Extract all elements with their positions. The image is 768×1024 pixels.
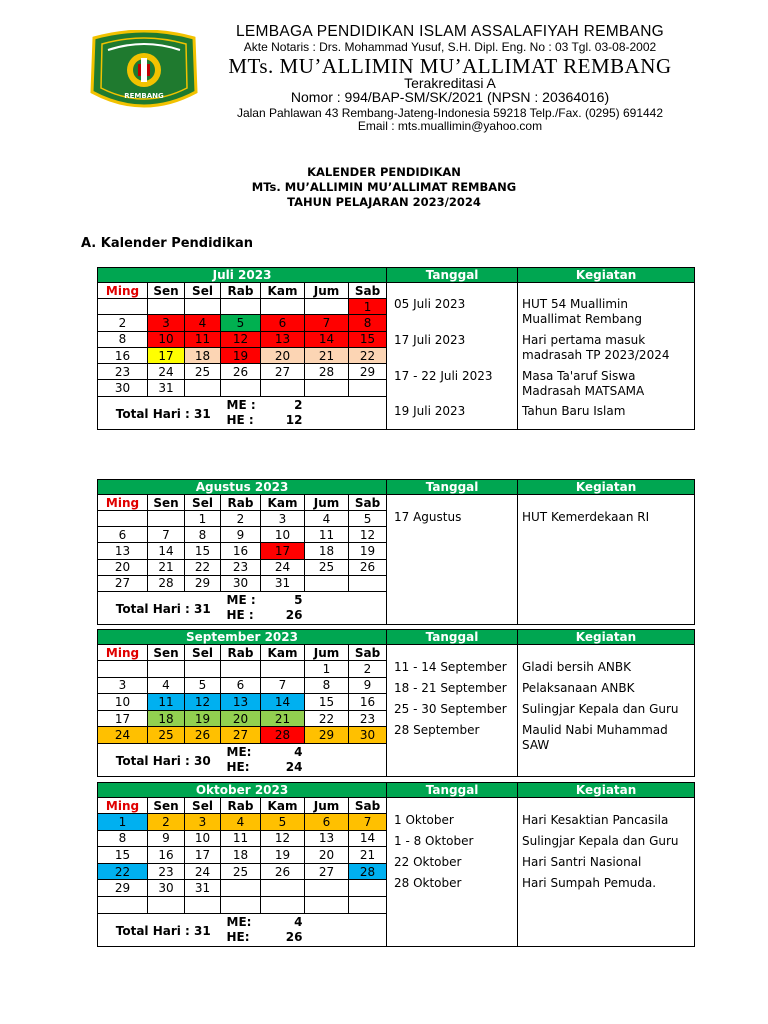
me-row (227, 916, 387, 931)
calendar-table (97, 479, 695, 625)
date-cell: 13 (98, 543, 148, 559)
date-cell: 2 (148, 814, 185, 831)
tanggal-header: Tanggal (387, 480, 518, 495)
me-row (227, 746, 387, 761)
day-name-sel: Sel (185, 798, 221, 814)
day-name-sab: Sab (349, 283, 387, 299)
date-cell: 4 (185, 315, 221, 331)
date-cell: 8 (305, 677, 349, 694)
date-cell: 29 (349, 364, 387, 380)
tanggal-spacer (387, 495, 518, 511)
date-cell (221, 661, 261, 678)
total-hari-label: Total Hari : 31 (115, 601, 211, 616)
date-cell (349, 575, 387, 591)
kegiatan-spacer (518, 495, 695, 511)
date-cell: 3 (261, 511, 305, 527)
total-hari-label: Total Hari : 30 (115, 753, 211, 768)
event-activity: Maulid Nabi Muhammad SAW (522, 723, 668, 752)
day-name-rab: Rab (221, 283, 261, 299)
event-activity: Sulingjar Kepala dan Guru (522, 702, 679, 716)
date-cell (305, 380, 349, 396)
tanggal-column (387, 511, 518, 625)
me-value: 4 (294, 914, 303, 929)
day-name-jum: Jum (305, 495, 349, 511)
date-cell: 28 (349, 863, 387, 880)
he-label: HE : (226, 412, 254, 427)
event-date: 1 - 8 Oktober (394, 834, 474, 848)
date-cell: 29 (305, 727, 349, 744)
date-cell: 30 (221, 575, 261, 591)
day-name-sen: Sen (148, 283, 185, 299)
day-name-kam: Kam (261, 645, 305, 661)
he-label: HE: (226, 759, 250, 774)
address-line: Jalan Pahlawan 43 Rembang-Jateng-Indonesia 59218 Telp./Fax. (0295) 691442 (236, 106, 664, 120)
kegiatan-header: Kegiatan (518, 268, 695, 283)
date-cell: 10 (98, 694, 148, 711)
date-cell (185, 299, 221, 315)
date-cell: 8 (98, 331, 148, 347)
day-name-sab: Sab (349, 645, 387, 661)
date-cell: 1 (349, 299, 387, 315)
date-cell (148, 896, 185, 913)
date-cell (305, 299, 349, 315)
me-row (227, 594, 387, 609)
date-cell (185, 380, 221, 396)
event-activity: HUT 54 Muallimin Muallimat Rembang (522, 297, 642, 326)
date-cell: 11 (148, 694, 185, 711)
event-activity: Sulingjar Kepala dan Guru (522, 834, 679, 848)
he-row (227, 931, 387, 946)
kegiatan-column (518, 511, 695, 625)
date-cell: 12 (185, 694, 221, 711)
date-cell: 14 (305, 331, 349, 347)
date-cell: 8 (185, 527, 221, 543)
doc-title-line3: TAHUN PELAJARAN 2023/2024 (287, 195, 481, 209)
day-name-kam: Kam (261, 798, 305, 814)
date-cell: 6 (98, 527, 148, 543)
he-label: HE: (226, 929, 250, 944)
date-cell: 19 (261, 847, 305, 864)
kegiatan-spacer (518, 798, 695, 814)
date-cell: 27 (305, 863, 349, 880)
date-cell: 26 (261, 863, 305, 880)
date-cell (349, 380, 387, 396)
date-cell (261, 380, 305, 396)
event-date: 18 - 21 September (394, 681, 507, 695)
day-name-sab: Sab (349, 798, 387, 814)
date-cell: 24 (148, 364, 185, 380)
event-activity: Hari Kesaktian Pancasila (522, 813, 669, 827)
date-cell: 23 (221, 559, 261, 575)
date-cell: 26 (185, 727, 221, 744)
date-cell: 18 (148, 710, 185, 727)
accreditation: Terakreditasi A (404, 75, 496, 91)
date-cell: 6 (221, 677, 261, 694)
date-cell: 12 (349, 527, 387, 543)
tanggal-spacer (387, 798, 518, 814)
date-cell (261, 880, 305, 897)
event-date: 05 Juli 2023 (394, 297, 466, 311)
me-label: ME: (226, 914, 252, 929)
date-cell: 6 (261, 315, 305, 331)
event-date: 11 - 14 September (394, 660, 507, 674)
event-activity: Hari pertama masuk madrasah TP 2023/2024 (522, 333, 670, 362)
date-cell: 27 (261, 364, 305, 380)
date-cell (185, 896, 221, 913)
date-cell: 14 (261, 694, 305, 711)
he-row (227, 414, 387, 429)
he-value: 24 (285, 759, 303, 774)
date-cell: 28 (305, 364, 349, 380)
me-he-cell (221, 913, 387, 946)
day-name-ming: Ming (98, 798, 148, 814)
date-cell: 18 (221, 847, 261, 864)
date-cell: 20 (98, 559, 148, 575)
date-cell (221, 880, 261, 897)
date-cell: 27 (221, 727, 261, 744)
date-cell: 25 (185, 364, 221, 380)
date-cell: 22 (349, 347, 387, 363)
month-header: September 2023 (98, 630, 387, 645)
email-line: Email : mts.muallimin@yahoo.com (357, 119, 543, 133)
event-activity: Pelaksanaan ANBK (522, 681, 635, 695)
notary-line: Akte Notaris : Drs. Mohammad Yusuf, S.H. Dipl. Eng. No : 03 Tgl. 03-08-2002 (243, 40, 657, 54)
date-cell: 1 (185, 511, 221, 527)
kegiatan-header: Kegiatan (518, 783, 695, 798)
tanggal-header: Tanggal (387, 630, 518, 645)
date-cell: 23 (98, 364, 148, 380)
date-cell: 1 (305, 661, 349, 678)
date-cell: 13 (261, 331, 305, 347)
day-name-ming: Ming (98, 645, 148, 661)
date-cell: 9 (221, 527, 261, 543)
org-name: LEMBAGA PENDIDIKAN ISLAM ASSALAFIYAH REMBANG (235, 23, 665, 40)
section-heading: A. Kalender Pendidikan (81, 236, 253, 251)
date-cell: 28 (148, 575, 185, 591)
date-cell: 9 (148, 830, 185, 847)
date-cell: 7 (305, 315, 349, 331)
me-value: 4 (294, 744, 303, 759)
date-cell: 18 (305, 543, 349, 559)
date-cell: 4 (221, 814, 261, 831)
date-cell: 9 (349, 677, 387, 694)
tanggal-spacer (387, 645, 518, 661)
tanggal-header: Tanggal (387, 783, 518, 798)
logo-text: REMBANG (124, 92, 164, 100)
date-cell: 3 (185, 814, 221, 831)
date-cell: 26 (349, 559, 387, 575)
date-cell: 7 (261, 677, 305, 694)
kegiatan-spacer (518, 645, 695, 661)
date-cell: 4 (148, 677, 185, 694)
date-cell (98, 299, 148, 315)
date-cell (98, 896, 148, 913)
he-row (227, 761, 387, 776)
date-cell: 15 (305, 694, 349, 711)
total-hari-cell (98, 743, 221, 776)
event-date: 17 Agustus (394, 510, 462, 524)
date-cell: 22 (98, 863, 148, 880)
me-he-cell (221, 743, 387, 776)
day-name-jum: Jum (305, 798, 349, 814)
day-name-sel: Sel (185, 495, 221, 511)
date-cell: 22 (185, 559, 221, 575)
date-cell: 7 (349, 814, 387, 831)
date-cell: 30 (98, 380, 148, 396)
date-cell: 16 (221, 543, 261, 559)
me-value: 2 (294, 397, 303, 412)
date-cell: 31 (185, 880, 221, 897)
date-cell: 18 (185, 347, 221, 363)
he-label: HE : (226, 607, 254, 622)
date-cell: 17 (148, 347, 185, 363)
date-cell: 31 (261, 575, 305, 591)
date-cell: 17 (261, 543, 305, 559)
tanggal-header: Tanggal (387, 268, 518, 283)
date-cell: 7 (148, 527, 185, 543)
day-name-sel: Sel (185, 645, 221, 661)
date-cell: 29 (98, 880, 148, 897)
day-name-sen: Sen (148, 495, 185, 511)
date-cell: 2 (221, 511, 261, 527)
date-cell: 16 (148, 847, 185, 864)
date-cell: 2 (349, 661, 387, 678)
school-name: MTs. MU’ALLIMIN MU’ALLIMAT REMBANG (228, 54, 672, 78)
date-cell: 15 (349, 331, 387, 347)
me-label: ME: (226, 744, 252, 759)
event-date: 22 Oktober (394, 855, 462, 869)
date-cell: 11 (221, 830, 261, 847)
date-cell: 24 (261, 559, 305, 575)
date-cell: 21 (349, 847, 387, 864)
date-cell: 16 (349, 694, 387, 711)
me-label: ME : (226, 397, 256, 412)
date-cell: 31 (148, 380, 185, 396)
event-activity: HUT Kemerdekaan RI (522, 510, 650, 524)
me-label: ME : (226, 592, 256, 607)
event-date: 1 Oktober (394, 813, 454, 827)
day-name-sel: Sel (185, 283, 221, 299)
day-name-jum: Jum (305, 645, 349, 661)
total-hari-label: Total Hari : 31 (115, 923, 211, 938)
date-cell: 23 (148, 863, 185, 880)
date-cell: 27 (98, 575, 148, 591)
date-cell: 30 (148, 880, 185, 897)
event-activity: Hari Sumpah Pemuda. (522, 876, 657, 890)
event-date: 28 Oktober (394, 876, 462, 890)
date-cell: 12 (261, 830, 305, 847)
date-cell: 5 (261, 814, 305, 831)
date-cell: 24 (185, 863, 221, 880)
day-name-kam: Kam (261, 495, 305, 511)
school-logo (88, 30, 200, 112)
total-hari-cell (98, 396, 221, 429)
date-cell (98, 661, 148, 678)
date-cell (349, 896, 387, 913)
date-cell: 20 (261, 347, 305, 363)
date-cell (148, 661, 185, 678)
date-cell: 20 (221, 710, 261, 727)
date-cell: 15 (185, 543, 221, 559)
date-cell: 8 (349, 315, 387, 331)
event-activity: Masa Ta'aruf Siswa Madrasah MATSAMA (522, 369, 645, 398)
date-cell: 1 (98, 814, 148, 831)
date-cell: 19 (349, 543, 387, 559)
date-cell: 11 (305, 527, 349, 543)
he-value: 26 (285, 607, 303, 622)
me-he-cell (221, 396, 387, 429)
month-header: Agustus 2023 (98, 480, 387, 495)
date-cell: 19 (221, 347, 261, 363)
date-cell (305, 880, 349, 897)
date-cell (221, 896, 261, 913)
date-cell (221, 299, 261, 315)
day-name-ming: Ming (98, 495, 148, 511)
date-cell: 5 (221, 315, 261, 331)
date-cell: 30 (349, 727, 387, 744)
event-activity: Gladi bersih ANBK (522, 660, 631, 674)
date-cell: 14 (349, 830, 387, 847)
he-value: 26 (285, 929, 303, 944)
day-name-jum: Jum (305, 283, 349, 299)
date-cell: 21 (305, 347, 349, 363)
date-cell: 21 (261, 710, 305, 727)
date-cell: 22 (305, 710, 349, 727)
he-row (227, 609, 387, 624)
date-cell: 2 (98, 315, 148, 331)
day-name-ming: Ming (98, 283, 148, 299)
kegiatan-header: Kegiatan (518, 630, 695, 645)
doc-title-line1: KALENDER PENDIDIKAN (307, 165, 461, 179)
day-name-rab: Rab (221, 645, 261, 661)
day-name-sen: Sen (148, 798, 185, 814)
total-hari-cell (98, 591, 221, 624)
date-cell: 10 (148, 331, 185, 347)
event-date: 25 - 30 September (394, 702, 507, 716)
day-name-sab: Sab (349, 495, 387, 511)
kegiatan-header: Kegiatan (518, 480, 695, 495)
date-cell (305, 896, 349, 913)
date-cell: 11 (185, 331, 221, 347)
day-name-sen: Sen (148, 645, 185, 661)
registration-number: Nomor : 994/BAP-SM/SK/2021 (NPSN : 20364016) (290, 89, 610, 105)
date-cell: 14 (148, 543, 185, 559)
date-cell (261, 896, 305, 913)
date-cell: 25 (148, 727, 185, 744)
date-cell: 15 (98, 847, 148, 864)
date-cell (148, 299, 185, 315)
date-cell: 26 (221, 364, 261, 380)
kegiatan-column (518, 661, 695, 777)
date-cell: 5 (185, 677, 221, 694)
calendar-block (97, 479, 694, 625)
date-cell: 3 (98, 677, 148, 694)
me-he-cell (221, 591, 387, 624)
date-cell (148, 511, 185, 527)
event-activity: Tahun Baru Islam (522, 404, 626, 418)
date-cell: 13 (305, 830, 349, 847)
date-cell: 28 (261, 727, 305, 744)
date-cell: 17 (185, 847, 221, 864)
event-date: 19 Juli 2023 (394, 404, 466, 418)
me-value: 5 (294, 592, 303, 607)
date-cell (221, 380, 261, 396)
date-cell (305, 575, 349, 591)
date-cell: 24 (98, 727, 148, 744)
date-cell: 10 (185, 830, 221, 847)
date-cell (261, 299, 305, 315)
date-cell: 20 (305, 847, 349, 864)
date-cell: 16 (98, 347, 148, 363)
event-date: 17 Juli 2023 (394, 333, 466, 347)
month-header: Oktober 2023 (98, 783, 387, 798)
date-cell (261, 661, 305, 678)
date-cell: 4 (305, 511, 349, 527)
date-cell (98, 511, 148, 527)
day-name-rab: Rab (221, 495, 261, 511)
date-cell: 21 (148, 559, 185, 575)
month-header: Juli 2023 (98, 268, 387, 283)
date-cell: 8 (98, 830, 148, 847)
total-hari-cell (98, 913, 221, 946)
event-date: 17 - 22 Juli 2023 (394, 369, 493, 383)
date-cell: 13 (221, 694, 261, 711)
total-hari-label: Total Hari : 31 (115, 406, 211, 421)
date-cell: 12 (221, 331, 261, 347)
day-name-rab: Rab (221, 798, 261, 814)
day-name-kam: Kam (261, 283, 305, 299)
tanggal-column (387, 661, 518, 777)
date-cell: 25 (305, 559, 349, 575)
event-activity: Hari Santri Nasional (522, 855, 642, 869)
date-cell: 19 (185, 710, 221, 727)
date-cell: 10 (261, 527, 305, 543)
date-cell (349, 880, 387, 897)
date-cell: 3 (148, 315, 185, 331)
date-cell (185, 661, 221, 678)
date-cell: 17 (98, 710, 148, 727)
date-cell: 29 (185, 575, 221, 591)
date-cell: 5 (349, 511, 387, 527)
event-date: 28 September (394, 723, 480, 737)
date-cell: 25 (221, 863, 261, 880)
he-value: 12 (285, 412, 303, 427)
doc-title-line2: MTs. MU’ALLIMIN MU’ALLIMAT REMBANG (251, 180, 517, 194)
date-cell: 23 (349, 710, 387, 727)
me-row (227, 399, 387, 414)
date-cell: 6 (305, 814, 349, 831)
